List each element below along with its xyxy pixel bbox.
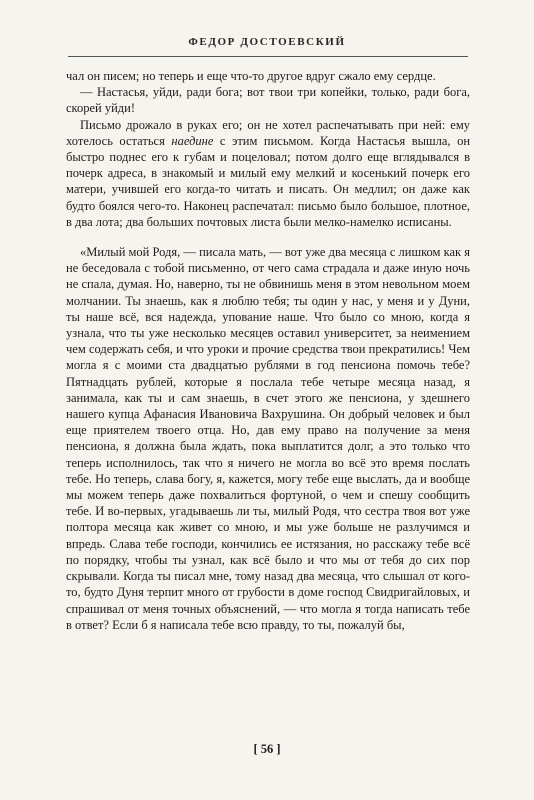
page-body	[66, 68, 470, 633]
page-number: [ 56 ]	[253, 742, 281, 756]
text-run: Письмо дрожало в руках его; он не хотел распечатывать при ней: ему хотелось остаться	[66, 117, 470, 148]
paragraph-letter-intro	[66, 117, 470, 230]
running-header: ФЕДОР ДОСТОЕВСКИЙ	[188, 36, 346, 48]
paragraph-dialogue: — Настасья, уйди, ради бога; вот твои три копейки, только, ради бога, скорей уйди!	[66, 85, 470, 116]
paragraph-continuation: чал он писем; но теперь и еще что-то другое вдруг сжало ему сердце.	[66, 69, 436, 83]
italic-word: наедине	[171, 133, 214, 148]
paragraph-gap	[66, 230, 470, 244]
text-run: с этим письмом. Когда Настасья вышла, он быстро поднес его к губам и поцеловал; потом долго еще вглядывался в почерк адреса, в знакомый и милый ему мелкий и косенький почерк его матери, учившей его когда-то читать и писать. Он медлил; он даже как будто боялся чего-то. Наконец распечатал: письмо было большое, плотное, в два лота; два больших почтовых листа были мелко-намелко исписаны.	[66, 133, 471, 229]
paragraph-letter: «Милый мой Родя, — писала мать, — вот уже два месяца с лишком как я не беседовала с тобой письменно, от чего сама страдала и даже иную ночь не спала, думая. Но, наверно, ты не обвинишь меня в этом невольном моем молчании. Ты знаешь, как я люблю тебя; ты один у нас, у меня и у Дуни, ты наше всё, вся надежда, упование наше. Что было со мною, когда я узнала, что ты уже несколько месяцев оставил университет, за неимением чем содержать себя, и что уроки и прочие средства твои прекратились! Чем могла я с моими ста двадцатью рублями в год пенсиона помочь тебе? Пятнадцать рублей, которые я послала тебе четыре месяца назад, я занимала, как ты и сам знаешь, в счет этого же пенсиона, у здешнего нашего купца Афанасия Ивановича Вахрушина. Он добрый человек и был еще приятелем твоего отца. Но, дав ему право на получение за меня пенсиона, я должна была ждать, пока выплатится долг, а это только что теперь исполнилось, так что я ничего не могла во всё это время послать тебе. Но теперь, слава богу, я, кажется, могу тебе еще выслать, да и вообще мы можем теперь даже похвалиться фортуной, о чем и спешу сообщить тебе. И во-первых, угадываешь ли ты, милый Родя, что сестра твоя вот уже полтора месяца как живет со мною, и мы уже больше не разлучимся и впредь. Слава тебе господи, кончились ее истязания, но расскажу тебе всё по порядку, чтобы ты узнал, как всё было и что мы от тебя до сих пор скрывали. Когда ты писал мне, тому назад два месяца, что слышал от кого-то, будто Дуня терпит много от грубости в доме господ Свидригайловых, и спрашивал от меня точных объяснений, — что могла я тогда написать тебе в ответ? Если б я написала тебе всю правду, то ты, пожалуй бы,	[66, 245, 470, 632]
header-rule	[68, 56, 468, 57]
